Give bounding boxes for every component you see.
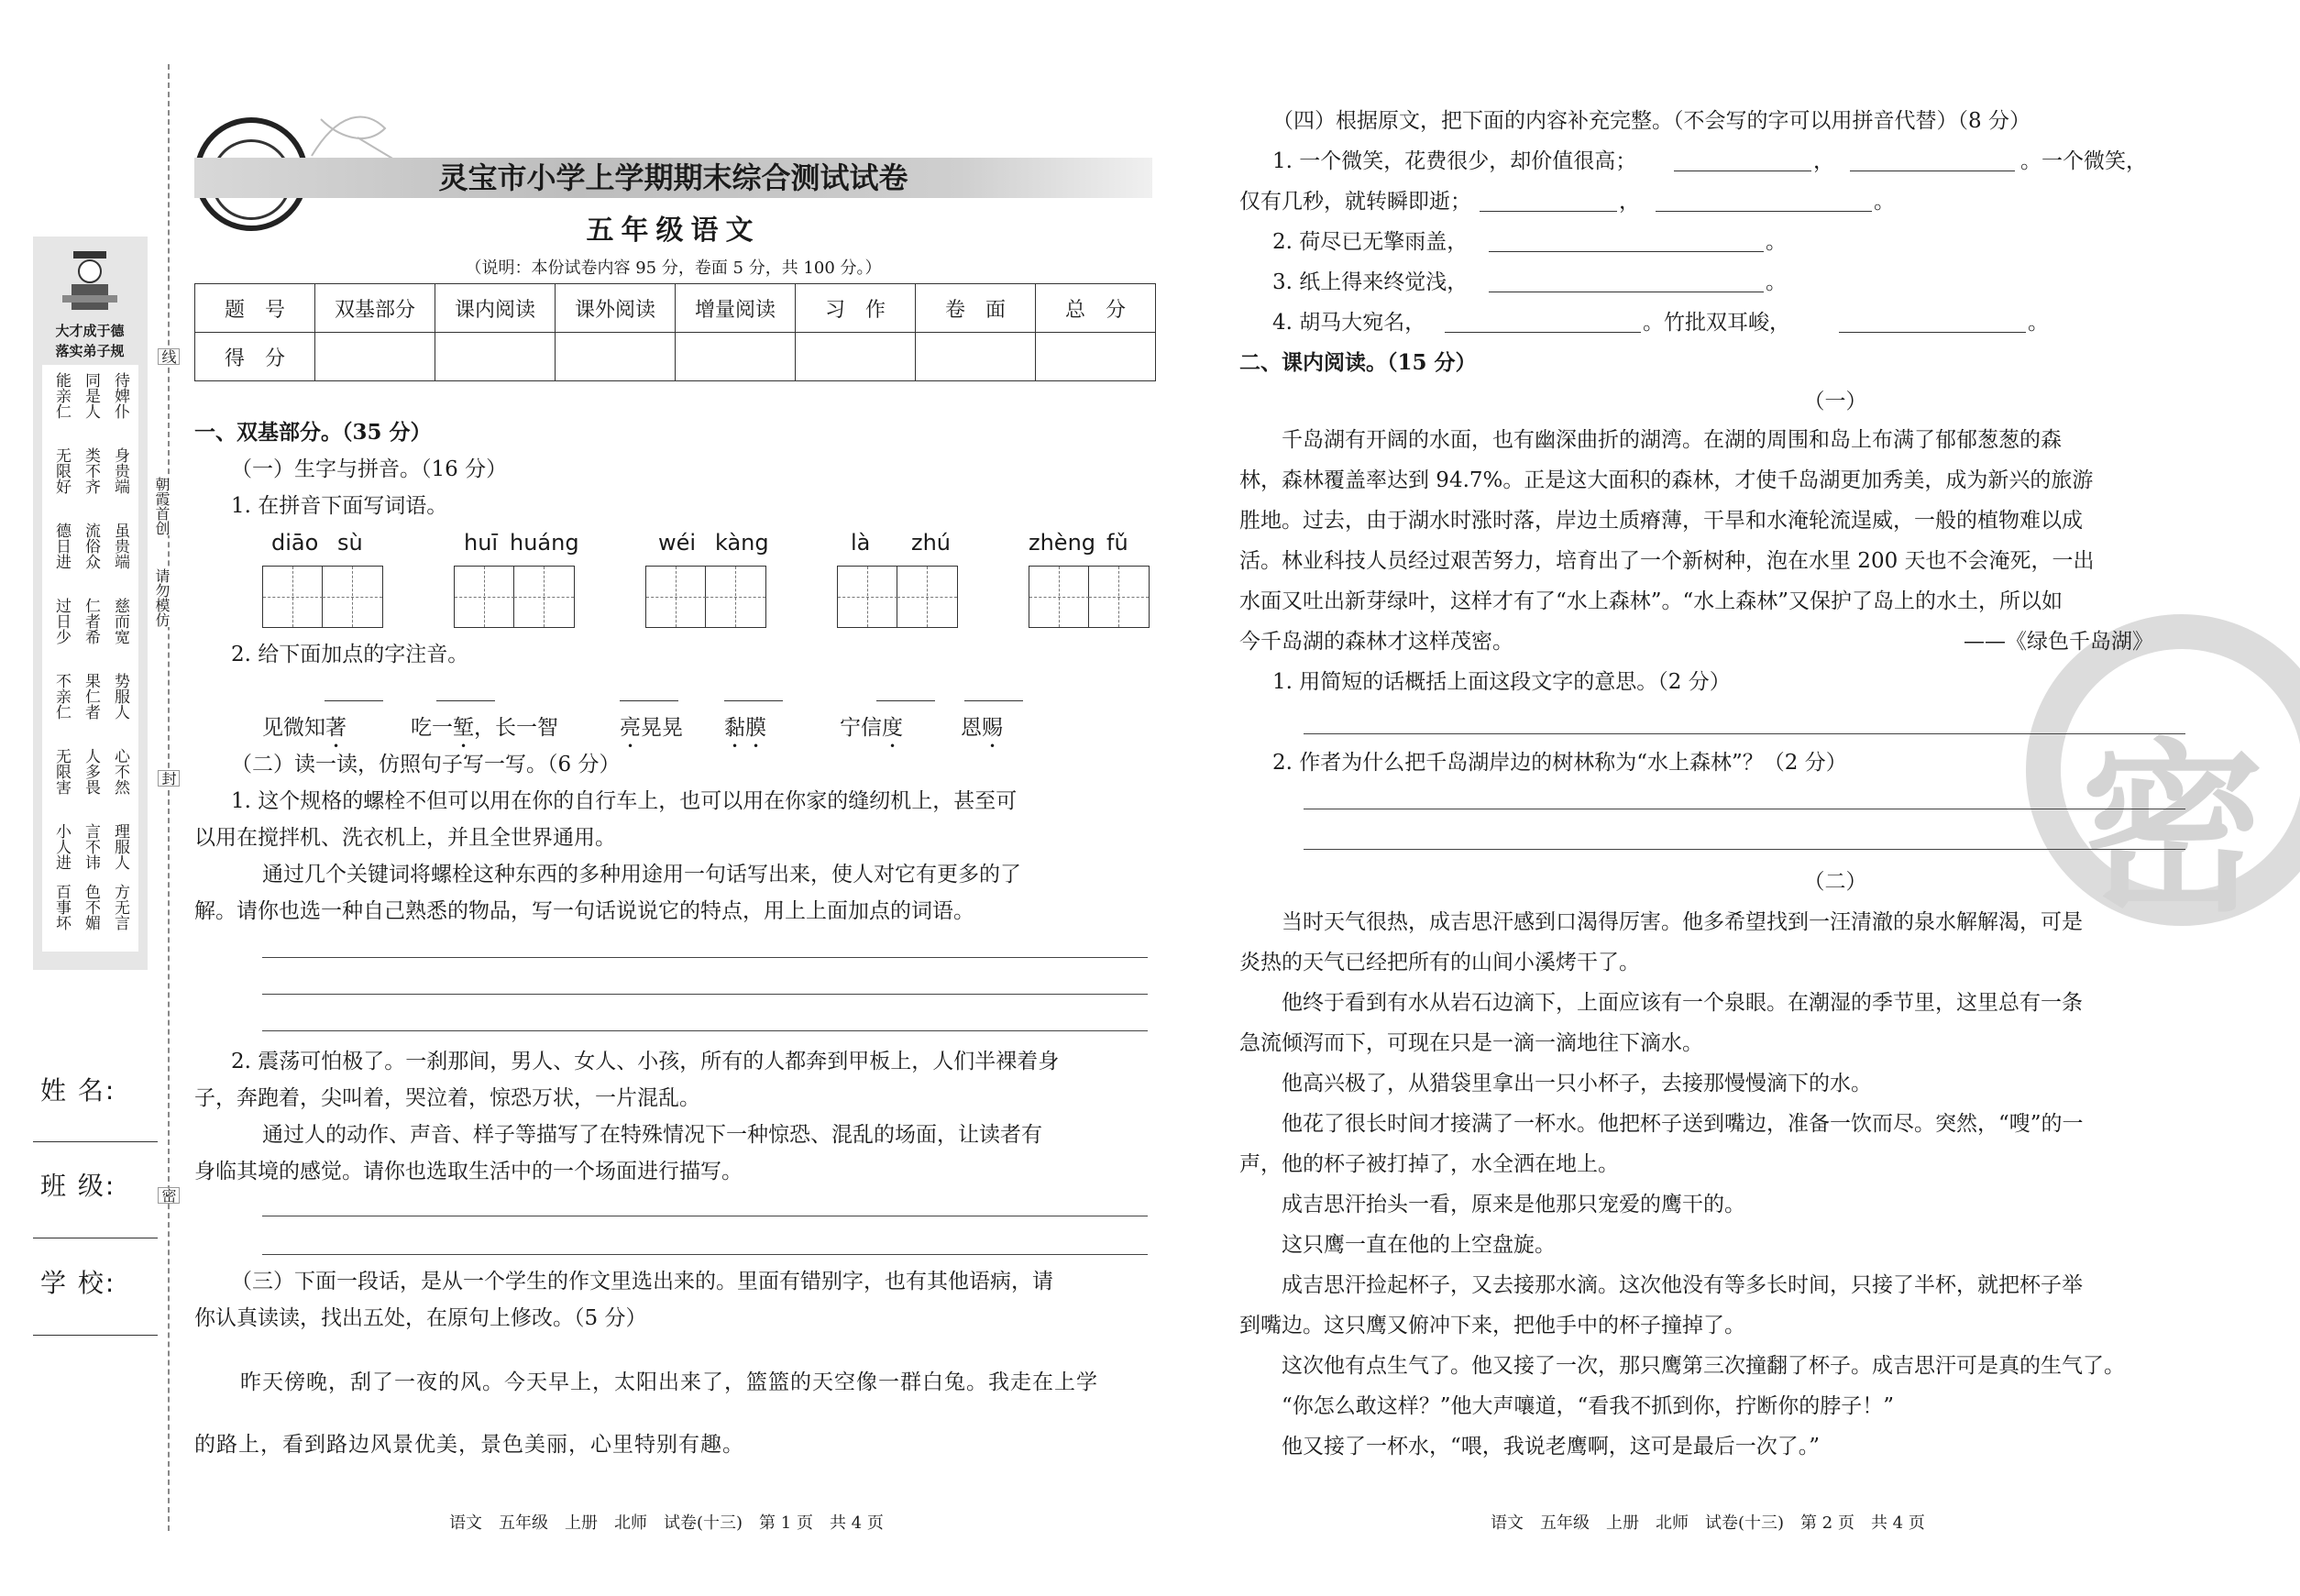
pinyin-label: fǔ — [1106, 530, 1128, 556]
table-cell: 课外阅读 — [556, 284, 676, 333]
reading-line: “你怎么敢这样？”他大声嚷道，“看我不抓到你，拧断你的脖子！” — [1282, 1394, 1895, 1418]
dotted-char: 度 — [882, 716, 903, 740]
writing-grid[interactable] — [1029, 566, 1150, 628]
word-list — [620, 710, 683, 753]
fill-line-1-end: 。一个微笑， — [2020, 149, 2147, 173]
word-text: ，长一智 — [474, 716, 558, 740]
motto-columns — [42, 365, 138, 952]
motto-col: 仁者希 — [82, 598, 100, 644]
part-label: （二） — [1803, 870, 1867, 894]
reading-line: 今千岛湖的森林才这样茂密。 — [1239, 630, 1513, 654]
reading-line: 成吉思汗抬头一看，原来是他那只宠爱的鹰干的。 — [1282, 1193, 1745, 1216]
paragraph-line: 以用在搅拌机、洗衣机上，并且全世界通用。 — [194, 826, 616, 850]
motto-col: 同是人 — [82, 372, 100, 419]
dotted-char: 赐 — [982, 716, 1003, 740]
pinyin-label: huáng — [510, 530, 579, 556]
period: 。 — [1766, 230, 1787, 254]
reading-line: 千岛湖有开阔的水面，也有幽深曲折的湖湾。在湖的周围和岛上布满了郁郁葱葱的森 — [1282, 428, 2062, 452]
score-input[interactable] — [315, 333, 435, 381]
reading-part-1-label — [1239, 383, 2300, 420]
exam-note: （说明：本份试卷内容 95 分，卷面 5 分，共 100 分。） — [465, 259, 882, 278]
reading-line: 林，森林覆盖率达到 94.7%。正是这大面积的森林，才使千岛湖更加秀美，成为新兴的旅游 — [1239, 468, 2094, 492]
reading-part-2-label — [1239, 864, 2300, 900]
score-input[interactable] — [435, 333, 556, 381]
period: 。 — [1874, 190, 1895, 214]
score-table — [194, 283, 1156, 381]
fill-line-2: 2. 荷尽已无擎雨盖， — [1272, 230, 1469, 254]
motto-col: 德日进 — [52, 523, 71, 569]
score-input[interactable] — [796, 333, 916, 381]
comma: ， — [1813, 149, 1834, 173]
answer-blank[interactable] — [1480, 211, 1617, 212]
motto-col: 过日少 — [52, 598, 71, 644]
answer-blank[interactable] — [436, 700, 495, 701]
exam-subject: 五年级语文 — [586, 215, 761, 247]
reading-line: 水面又吐出新芽绿叶，这样才有了“水上森林”。“水上森林”又保护了岛上的水土，所以如 — [1239, 589, 2063, 613]
motto-line-2: 落实弟子规 — [55, 343, 125, 359]
reading-line: 成吉思汗捡起杯子，又去接那水滴。这次他没有等多长时间，只接了半杯，就把杯子举 — [1282, 1273, 2083, 1297]
period: 。 — [2028, 311, 2049, 335]
fill-line-4-mid: 。竹批双耳峻， — [1643, 311, 1790, 335]
table-cell: 总 分 — [1036, 284, 1156, 333]
motto-col: 方无言 — [111, 884, 129, 930]
paragraph-line: 通过人的动作、声音、样子等描写了在特殊情况下一种惊恐、混乱的场面，让读者有 — [262, 1123, 1042, 1147]
name-field[interactable] — [33, 1141, 158, 1142]
paragraph-line: 子，奔跑着，尖叫着，哭泣着，惊恐万状，一片混乱。 — [194, 1086, 700, 1110]
dotted-char: 亮 — [620, 716, 641, 740]
reading-question-2: 2. 作者为什么把千岛湖岸边的树林称为“水上森林”？（2 分） — [1272, 751, 1847, 775]
word-text: 晃晃 — [641, 716, 683, 740]
reading-line: 活。林业科技人员经过艰苦努力，培育出了一个新树种，泡在水里 200 天也不会淹死，一出 — [1239, 549, 2095, 573]
section-1-3-heading-cont: 你认真读读，找出五处，在原句上修改。（5 分） — [194, 1306, 647, 1330]
dotted-char: 膜 — [745, 716, 766, 740]
error-passage-line: 昨天傍晚，刮了一夜的风。今天早上，太阳出来了，篮篮的天空像一群白兔。我走在上学 — [240, 1370, 1098, 1394]
exam-title: 灵宝市小学上学期期末综合测试试卷 — [438, 160, 908, 195]
word-text: 恩 — [961, 716, 982, 740]
motto-col: 势服人 — [111, 673, 129, 720]
reading-line: 到嘴边。这只鹰又俯冲下来，把他手中的杯子撞掉了。 — [1239, 1314, 1745, 1337]
dotted-char: 堑 — [453, 716, 474, 740]
motto-col: 人多畏 — [82, 748, 100, 795]
reading-question-1: 1. 用简短的话概括上面这段文字的意思。（2 分） — [1272, 670, 1731, 694]
table-cell: 题 号 — [195, 284, 315, 333]
part-label: （一） — [1803, 390, 1867, 413]
motto-col: 能亲仁 — [52, 372, 71, 419]
reading-line: 当时天气很热，成吉思汗感到口渴得厉害。他多希望找到一汪清澈的泉水解解渴，可是 — [1282, 910, 2083, 934]
motto-col: 虽贵端 — [111, 523, 129, 569]
reading-line: 他花了很长时间才接满了一杯水。他把杯子送到嘴边，准备一饮而尽。突然，“嗖”的一 — [1282, 1112, 2084, 1136]
reading-line: 胜地。过去，由于湖水时涨时落，岸边土质瘠薄，干旱和水淹轮流逞威，一般的植物难以成 — [1239, 509, 2083, 533]
school-label: 学 校: — [40, 1268, 116, 1298]
motto-col: 果仁者 — [82, 673, 100, 720]
motto-col: 无限好 — [52, 447, 71, 494]
motto-col: 色不媚 — [82, 884, 100, 930]
answer-line[interactable] — [1304, 849, 2185, 850]
answer-line[interactable] — [262, 994, 1148, 995]
table-cell: 双基部分 — [315, 284, 435, 333]
section-2-heading: 二、课内阅读。（15 分） — [1239, 350, 1477, 375]
motto-col: 待婢仆 — [111, 372, 129, 419]
error-passage-line: 的路上，看到路边风景优美，景色美丽，心里特别有趣。 — [194, 1433, 744, 1457]
reading-line: 声，他的杯子被打掉了，水全洒在地上。 — [1239, 1152, 1619, 1176]
paragraph-line: 身临其境的感觉。请你也选取生活中的一个场面进行描写。 — [194, 1160, 743, 1183]
motto-col: 身贵端 — [111, 447, 129, 494]
motto-col: 言不讳 — [82, 823, 100, 870]
answer-blank[interactable] — [1656, 211, 1872, 212]
table-cell: 卷 面 — [916, 284, 1036, 333]
word-list — [724, 710, 766, 753]
pinyin-label: sù — [337, 530, 363, 556]
word-text: 宁信 — [840, 716, 882, 740]
reading-source: ——《绿色千岛湖》 — [1964, 630, 2153, 654]
word-text: 见微知 — [262, 716, 325, 740]
paragraph-line: 通过几个关键词将螺栓这种东西的多种用途用一句话写出来，使人对它有更多的了 — [262, 863, 1021, 886]
pinyin-label: zhèng — [1029, 530, 1096, 556]
writing-grid[interactable] — [262, 566, 383, 628]
answer-blank[interactable] — [620, 700, 678, 701]
table-cell: 增量阅读 — [676, 284, 796, 333]
scholar-icon — [61, 249, 119, 314]
pinyin-label: zhú — [911, 530, 952, 556]
score-table-row — [195, 333, 1156, 381]
fill-line-1: 1. 一个微笑，花费很少，却价值很高； — [1272, 149, 1637, 173]
dotted-char: 黏 — [724, 716, 745, 740]
dotted-char: 著 — [325, 716, 347, 740]
score-table-header-row — [195, 284, 1156, 333]
school-field[interactable] — [33, 1335, 158, 1336]
pinyin-label: huī — [464, 530, 499, 556]
table-cell: 得 分 — [195, 333, 315, 381]
score-input[interactable] — [556, 333, 676, 381]
reading-line: 他终于看到有水从岩石边滴下，上面应该有一个泉眼。在潮湿的季节里，这里总有一条 — [1282, 991, 2083, 1015]
answer-blank[interactable] — [325, 700, 383, 701]
binding-line — [168, 64, 170, 1531]
section-1-heading: 一、双基部分。（35 分） — [194, 420, 432, 445]
answer-line[interactable] — [262, 957, 1148, 958]
score-input[interactable] — [916, 333, 1036, 381]
paragraph-line: 1. 这个规格的螺栓不但可以用在你的自行车上，也可以用在你家的缝纫机上，甚至可 — [231, 789, 1018, 813]
reading-line: 急流倾泻而下，可现在只是一滴一滴地往下滴水。 — [1239, 1031, 1703, 1055]
writing-grid[interactable] — [645, 566, 766, 628]
sidebar-motto-panel — [33, 237, 148, 970]
motto-col: 类不齐 — [82, 447, 100, 494]
name-label: 姓 名: — [40, 1075, 116, 1106]
motto-col: 不亲仁 — [52, 673, 71, 720]
watermark-char: 密 — [2081, 723, 2265, 937]
answer-blank[interactable] — [1839, 332, 2026, 333]
binding-mark-chuang: 朝霞首创 — [153, 477, 171, 535]
answer-line[interactable] — [1304, 733, 2185, 734]
reading-line: 他高兴极了，从猎袋里拿出一只小杯子，去接那慢慢滴下的水。 — [1282, 1072, 1872, 1095]
pinyin-label: wéi — [658, 530, 697, 556]
answer-line[interactable] — [262, 1030, 1148, 1031]
motto-col: 百事坏 — [52, 884, 71, 930]
word-text: 吃一 — [411, 716, 453, 740]
class-label: 班 级: — [40, 1171, 116, 1201]
score-input[interactable] — [676, 333, 796, 381]
word-list — [961, 710, 1003, 753]
binding-mark-xian: 线 — [158, 348, 180, 365]
table-cell: 习 作 — [796, 284, 916, 333]
section-1-1-heading: （一）生字与拼音。（16 分） — [231, 457, 508, 481]
section-1-2-heading: （二）读一读，仿照句子写一写。（6 分） — [231, 753, 621, 776]
motto-col: 无限害 — [52, 748, 71, 795]
answer-blank[interactable] — [1445, 332, 1641, 333]
binding-mark-mi: 密 — [158, 1187, 180, 1204]
answer-blank[interactable] — [724, 700, 783, 701]
fill-line-4: 4. 胡马大宛名， — [1272, 311, 1426, 335]
word-list — [840, 710, 903, 753]
writing-grid[interactable] — [837, 566, 958, 628]
question-1-1: 1. 在拼音下面写词语。 — [231, 494, 448, 518]
motto-col: 慈而宽 — [111, 598, 129, 644]
reading-line: 他又接了一杯水，“喂，我说老鹰啊，这可是最后一次了。” — [1282, 1435, 1821, 1458]
section-4-heading: （四）根据原文，把下面的内容补充完整。（不会写的字可以用拼音代替）（8 分） — [1272, 109, 2030, 133]
binding-mark-mofang: 请勿模仿 — [153, 568, 171, 627]
paragraph-line: 解。请你也选一种自己熟悉的物品，写一句话说说它的特点，用上上面加点的词语。 — [194, 899, 974, 923]
answer-blank[interactable] — [1489, 251, 1764, 252]
table-cell: 课内阅读 — [435, 284, 556, 333]
question-1-2: 2. 给下面加点的字注音。 — [231, 643, 469, 666]
answer-line[interactable] — [262, 1254, 1148, 1255]
motto-col: 流俗众 — [82, 523, 100, 569]
motto-col: 小人进 — [52, 823, 71, 870]
paragraph-line: 2. 震荡可怕极了。一刹那间，男人、女人、小孩，所有的人都奔到甲板上，人们半裸着身 — [231, 1050, 1060, 1073]
reading-line: 这只鹰一直在他的上空盘旋。 — [1282, 1233, 1556, 1257]
pinyin-label: diāo — [271, 530, 319, 556]
answer-blank[interactable] — [876, 700, 935, 701]
page-footer-1: 语文 五年级 上册 北师 试卷(十三) 第 1 页 共 4 页 — [449, 1513, 884, 1533]
section-1-3-heading: （三）下面一段话，是从一个学生的作文里选出来的。里面有错别字，也有其他语病，请 — [231, 1270, 1053, 1293]
reading-line: 这次他有点生气了。他又接了一次，那只鹰第三次撞翻了杯子。成吉思汗可是真的生气了。 — [1282, 1354, 2125, 1378]
reading-line: 炎热的天气已经把所有的山间小溪烤干了。 — [1239, 951, 1640, 974]
score-input[interactable] — [1036, 333, 1156, 381]
page-footer-2: 语文 五年级 上册 北师 试卷(十三) 第 2 页 共 4 页 — [1491, 1513, 1925, 1533]
period: 。 — [1766, 270, 1787, 294]
writing-grid[interactable] — [454, 566, 575, 628]
motto-col: 心不然 — [111, 748, 129, 795]
answer-blank[interactable] — [964, 700, 1023, 701]
motto-line-1: 大才成于德 — [55, 323, 125, 339]
motto-col: 理服人 — [111, 823, 129, 870]
fill-line-3: 3. 纸上得来终觉浅， — [1272, 270, 1469, 294]
fill-line-1-cont: 仅有几秒，就转瞬即逝； — [1239, 190, 1471, 214]
pinyin-label: là — [851, 530, 871, 556]
binding-mark-feng: 封 — [158, 770, 180, 787]
pinyin-label: kàng — [715, 530, 769, 556]
comma: ， — [1619, 190, 1640, 214]
